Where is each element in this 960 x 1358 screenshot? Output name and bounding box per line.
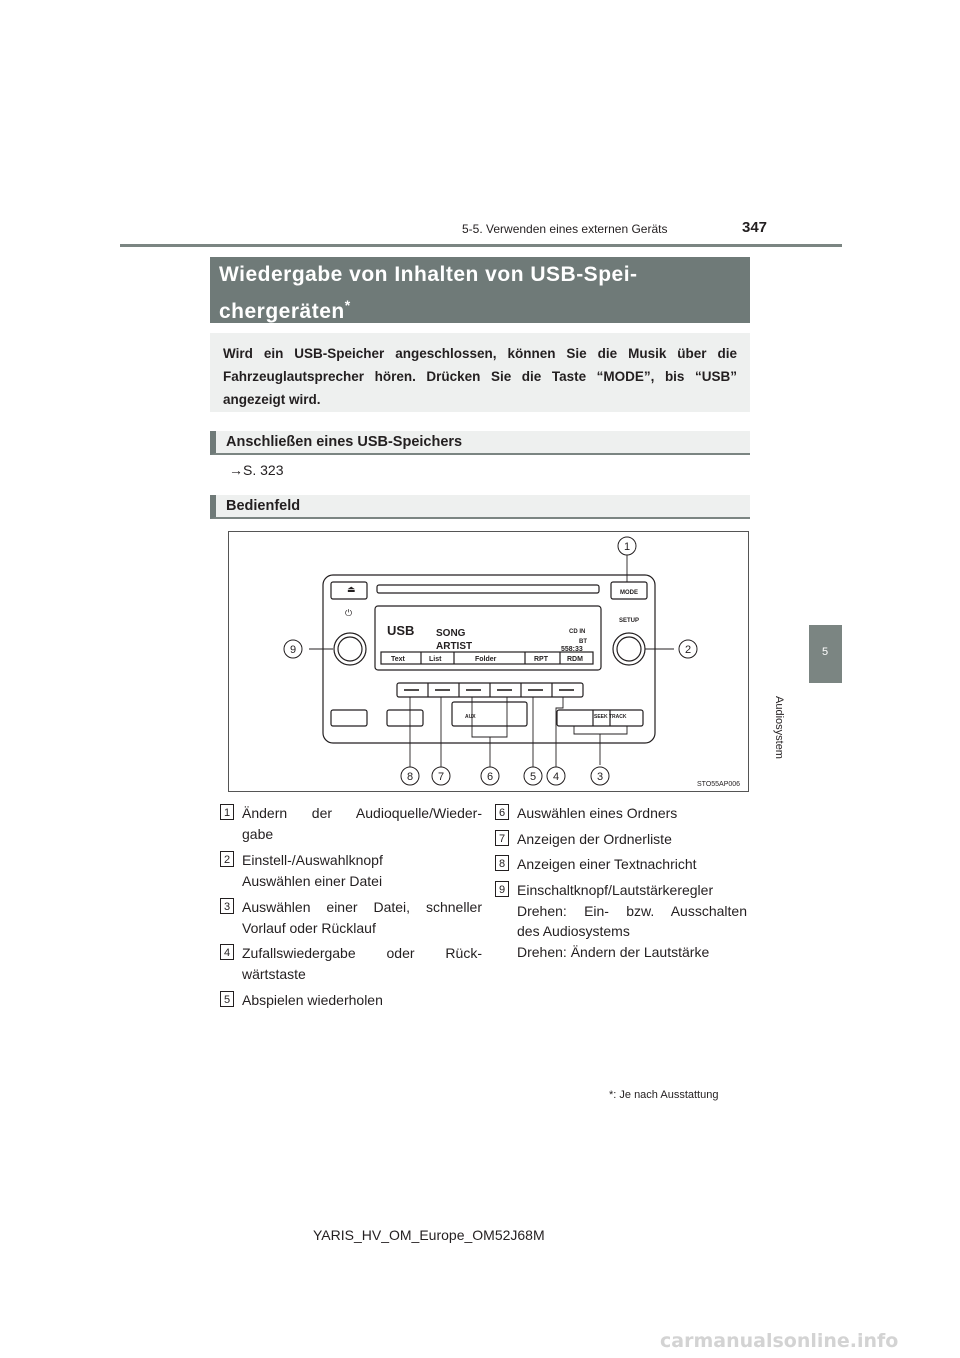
eject-icon: ⏏	[347, 584, 356, 594]
callout-5: 5	[529, 771, 537, 783]
control-panel-illustration	[229, 532, 748, 791]
item-number: 2	[220, 851, 234, 867]
watermark: carmanualsonline.info	[660, 1330, 899, 1352]
callout-2: 2	[684, 644, 692, 656]
title-line-2: chergeräten	[219, 300, 345, 323]
aux-label: AUX	[465, 714, 476, 720]
figure-code: STO55AP006	[697, 781, 741, 788]
callout-9: 9	[289, 644, 297, 656]
list-item-5: 5 Abspielen wiederholen	[242, 990, 482, 1011]
display-artist: ARTIST	[436, 641, 473, 652]
list-item-7: 7 Anzeigen der Ordnerliste	[517, 829, 757, 850]
intro-text: Wird ein USB-Speicher angeschlossen, können Sie die Musik über die Fahrzeuglautsprecher hören. Drücken Sie die Taste “MODE”, bis “USB” angezeigt wird.	[210, 333, 750, 412]
chapter-label: Audiosystem	[773, 696, 785, 759]
softkey-folder: Folder	[475, 656, 497, 663]
callout-1: 1	[623, 541, 631, 553]
control-panel-figure	[228, 531, 749, 792]
seek-track-label: SEEK TRACK	[594, 714, 627, 720]
display-time: 558:33	[561, 646, 583, 653]
section-title: 5-5. Verwenden eines externen Geräts	[462, 222, 668, 236]
item-number: 9	[495, 881, 509, 897]
softkey-text: Text	[391, 656, 405, 663]
subhead-connect: Anschließen eines USB-Speichers	[210, 431, 750, 455]
list-item-8: 8 Anzeigen einer Textnachricht	[517, 854, 757, 875]
item-number: 3	[220, 898, 234, 914]
list-item-3: 3 Auswählen einer Datei, schneller Vorlauf oder Rücklauf	[242, 897, 482, 938]
title-line-1: Wiedergabe von Inhalten von USB-Spei-	[219, 263, 638, 286]
setup-label: SETUP	[618, 618, 640, 624]
display-source: USB	[387, 623, 415, 638]
page-title	[210, 257, 750, 323]
item-number: 7	[495, 830, 509, 846]
header-rule	[120, 244, 842, 247]
document-code: YARIS_HV_OM_Europe_OM52J68M	[313, 1227, 545, 1243]
display-bt: BT	[579, 639, 587, 645]
page-number: 347	[742, 219, 768, 236]
list-item-1: 1 Ändern der Audioquelle/Wieder- gabe	[242, 803, 482, 844]
softkey-rdm: RDM	[567, 656, 583, 663]
list-item-4: 4 Zufallswiedergabe oder Rück- wärtstaste	[242, 943, 482, 984]
item-number: 4	[220, 944, 234, 960]
mode-button-label: MODE	[620, 590, 638, 596]
display-cd-in: CD IN	[569, 629, 586, 635]
chapter-number: 5	[822, 646, 829, 658]
item-number: 1	[220, 804, 234, 820]
callout-8: 8	[406, 771, 414, 783]
equipment-marker: *	[344, 297, 351, 313]
list-item-6: 6 Auswählen eines Ordners	[517, 803, 757, 824]
callout-3: 3	[596, 771, 604, 783]
callout-7: 7	[437, 771, 445, 783]
item-number: 8	[495, 855, 509, 871]
softkey-rpt: RPT	[534, 656, 548, 663]
list-item-9: 9 Einschaltknopf/Lautstärkeregler Drehen: Ein- bzw. Ausschalten des Audiosystems Drehen: Ändern der Lautstärke	[517, 880, 747, 962]
list-item-2: 2 Einstell-/Auswahlknopf Auswählen einer Datei	[242, 850, 482, 891]
display-song: SONG	[436, 628, 466, 639]
callout-6: 6	[486, 771, 494, 783]
item-number: 6	[495, 804, 509, 820]
softkey-list: List	[429, 656, 442, 663]
callout-4: 4	[552, 771, 560, 783]
subhead-panel: Bedienfeld	[210, 495, 750, 519]
page-reference: →S. 323	[229, 462, 284, 478]
power-icon: ⏻	[345, 608, 353, 618]
footnote: *: Je nach Ausstattung	[609, 1089, 719, 1101]
item-number: 5	[220, 991, 234, 1007]
